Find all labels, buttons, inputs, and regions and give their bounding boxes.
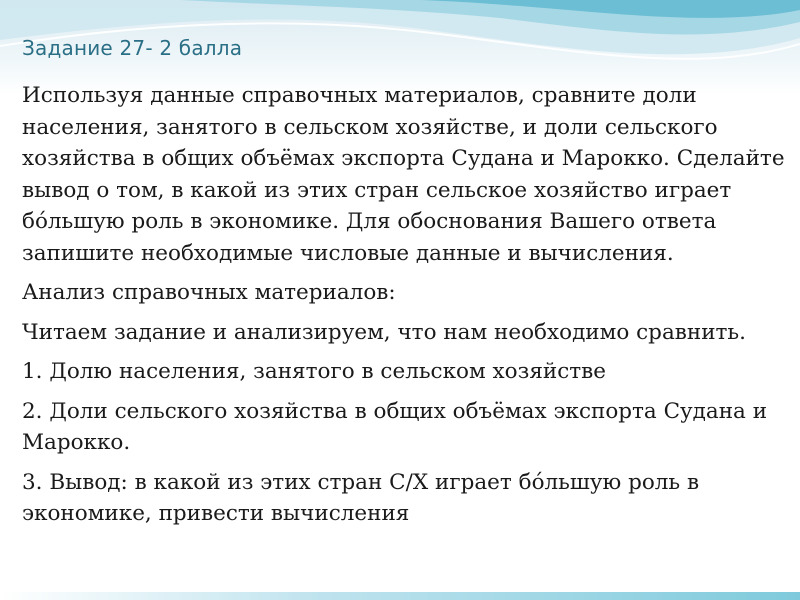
slide-title: Задание 27- 2 балла: [22, 36, 243, 60]
slide-content: [22, 80, 792, 538]
step-3: 3. Вывод: в какой из этих стран С/Х играет бóльшую роль в экономике, привести вычисления: [22, 469, 700, 526]
step-1: 1. Долю населения, занятого в сельском хозяйстве: [22, 359, 606, 384]
footer-accent-bar: [0, 592, 800, 600]
step-2: 2. Доли сельского хозяйства в общих объёмах экспорта Судана и Марокко.: [22, 398, 768, 455]
task-text: Используя данные справочных материалов, сравните доли населения, занятого в сельском хозяйстве, и доли сельского хозяйства в общих объёмах экспорта Судана и Марокко. Сделайте вывод о том, в какой из этих стран сельское хозяйство играет бóльшую роль в экономике. Для обоснования Вашего ответа запишите необходимые числовые данные и вычисления.: [22, 83, 785, 266]
instruction-text: Читаем задание и анализируем, что нам необходимо сравнить.: [22, 319, 746, 345]
analysis-heading: Анализ справочных материалов:: [22, 280, 396, 305]
